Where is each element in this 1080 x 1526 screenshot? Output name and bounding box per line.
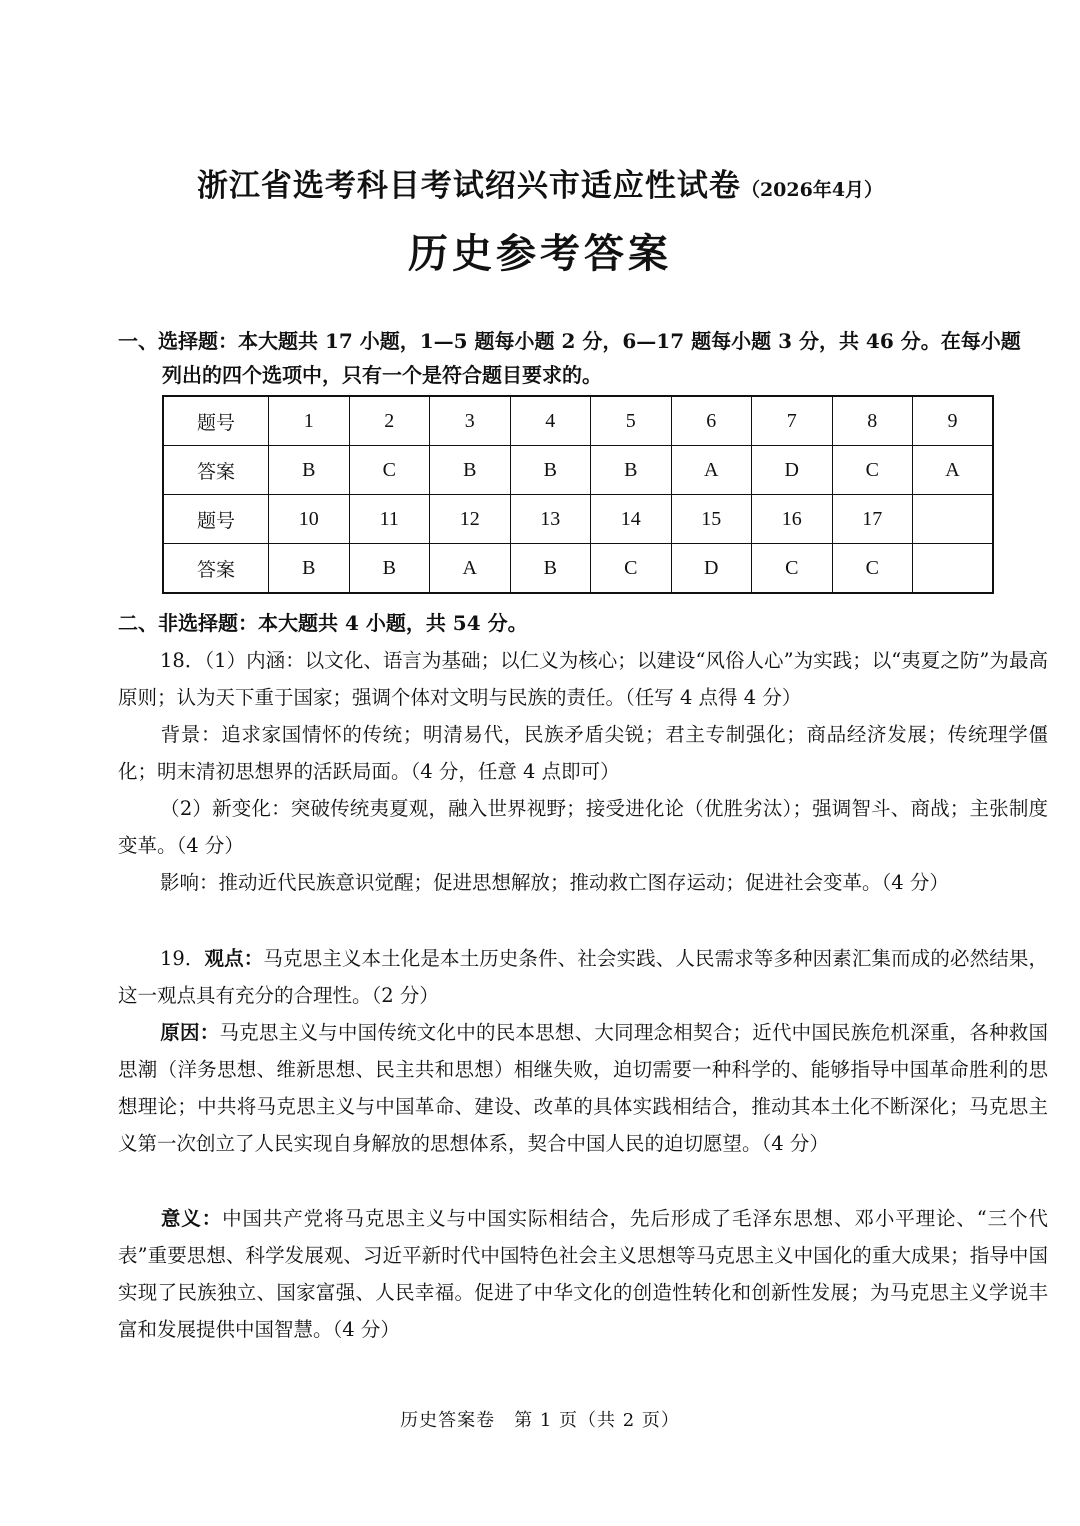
title-text: 浙江省选考科目考试绍兴市适应性试卷 bbox=[196, 168, 741, 204]
page-footer: 历史答案卷 第 1 页（共 2 页） bbox=[400, 1410, 680, 1431]
answer-cell: C bbox=[349, 446, 430, 495]
answer-cell: B bbox=[510, 446, 591, 495]
answer-cell: D bbox=[671, 544, 752, 594]
answer-cell bbox=[913, 544, 994, 594]
section-1-heading-line2: 列出的四个选项中，只有一个是符合题目要求的。 bbox=[162, 363, 602, 387]
q18-part2-changes bbox=[118, 790, 1048, 864]
question-number: 9 bbox=[913, 396, 994, 446]
row-label-question: 题号 bbox=[163, 396, 269, 446]
q18-impact bbox=[118, 864, 1048, 901]
section-1-heading-line1: 一、选择题：本大题共 17 小题，1—5 题每小题 2 分，6—17 题每小题 3 分，共 46 分。在每小题 bbox=[118, 329, 1021, 353]
q19-reasons bbox=[118, 1014, 1048, 1162]
answer-cell: C bbox=[752, 544, 833, 594]
q19-number: 19． bbox=[160, 947, 205, 970]
answer-cell: A bbox=[430, 544, 511, 594]
q18-background-text: 背景：追求家国情怀的传统；明清易代，民族矛盾尖锐；君主专制强化；商品经济发展；传统理学僵化；明末清初思想界的活跃局面。（4 分，任意 4 点即可） bbox=[118, 723, 1048, 783]
q19-significance bbox=[118, 1200, 1048, 1348]
q19-view-text: 马克思主义本土化是本土历史条件、社会实践、人民需求等多种因素汇集而成的必然结果，这一观点具有充分的合理性。（2 分） bbox=[118, 947, 1048, 1007]
row-label-answer: 答案 bbox=[163, 446, 269, 495]
document-title bbox=[0, 160, 1080, 205]
section-1-heading bbox=[118, 324, 1048, 392]
question-number: 14 bbox=[591, 495, 672, 544]
answer-cell: B bbox=[430, 446, 511, 495]
question-number: 12 bbox=[430, 495, 511, 544]
q18-part1-content bbox=[118, 642, 1048, 716]
question-number: 2 bbox=[349, 396, 430, 446]
row-label-answer: 答案 bbox=[163, 544, 269, 594]
question-number: 3 bbox=[430, 396, 511, 446]
question-number bbox=[913, 495, 994, 544]
answer-cell: B bbox=[591, 446, 672, 495]
question-number: 7 bbox=[752, 396, 833, 446]
answer-cell: C bbox=[591, 544, 672, 594]
document-subtitle: 历史参考答案 bbox=[408, 230, 672, 277]
q19-meaning-text: 中国共产党将马克思主义与中国实际相结合，先后形成了毛泽东思想、邓小平理论、“三个代表”重要思想、科学发展观、习近平新时代中国特色社会主义思想等马克思主义中国化的重大成果；指导中国实现了民族独立、国家富强、人民幸福。促进了中华文化的创造性转化和创新性发展；为马克思主义学说丰富和发展提供中国智慧。（4 分） bbox=[118, 1207, 1048, 1341]
answer-cell: C bbox=[832, 544, 913, 594]
answer-cell: B bbox=[510, 544, 591, 594]
question-number: 6 bbox=[671, 396, 752, 446]
row-label-question: 题号 bbox=[163, 495, 269, 544]
table-row bbox=[163, 495, 993, 544]
section-2-heading: 二、非选择题：本大题共 4 小题，共 54 分。 bbox=[118, 611, 528, 635]
title-date: （2026年4月） bbox=[740, 179, 884, 201]
answer-cell: B bbox=[269, 446, 350, 495]
question-number: 15 bbox=[671, 495, 752, 544]
table-row bbox=[163, 544, 993, 594]
q18-background bbox=[118, 716, 1048, 790]
question-number: 5 bbox=[591, 396, 672, 446]
question-number: 16 bbox=[752, 495, 833, 544]
q18-part1-text: 18．（1）内涵：以文化、语言为基础；以仁义为核心；以建设“风俗人心”为实践；以“夷夏之防”为最高原则；认为天下重于国家；强调个体对文明与民族的责任。（任写 4 点得 4 分） bbox=[118, 649, 1048, 709]
question-number: 17 bbox=[832, 495, 913, 544]
answer-cell: A bbox=[913, 446, 994, 495]
q18-impact-text: 影响：推动近代民族意识觉醒；促进思想解放；推动救亡图存运动；促进社会变革。（4 分） bbox=[160, 871, 949, 894]
q19-view-label: 观点： bbox=[204, 947, 264, 970]
q19-viewpoint bbox=[118, 940, 1048, 1014]
question-number: 1 bbox=[269, 396, 350, 446]
question-number: 4 bbox=[510, 396, 591, 446]
q19-reason-text: 马克思主义与中国传统文化中的民本思想、大同理念相契合；近代中国民族危机深重，各种救国思潮（洋务思想、维新思想、民主共和思想）相继失败，迫切需要一种科学的、能够指导中国革命胜利的思想理论；中共将马克思主义与中国革命、建设、改革的具体实践相结合，推动其本土化不断深化；马克思主义第一次创立了人民实现自身解放的思想体系，契合中国人民的迫切愿望。（4 分） bbox=[118, 1021, 1048, 1155]
q19-meaning-label: 意义： bbox=[160, 1207, 223, 1230]
answer-cell: D bbox=[752, 446, 833, 495]
question-number: 8 bbox=[832, 396, 913, 446]
answer-cell: A bbox=[671, 446, 752, 495]
q19-reason-label: 原因： bbox=[160, 1021, 220, 1044]
answer-cell: C bbox=[832, 446, 913, 495]
answer-cell: B bbox=[349, 544, 430, 594]
answer-cell: B bbox=[269, 544, 350, 594]
question-number: 10 bbox=[269, 495, 350, 544]
question-number: 11 bbox=[349, 495, 430, 544]
table-row bbox=[163, 446, 993, 495]
question-number: 13 bbox=[510, 495, 591, 544]
q18-part2-text: （2）新变化：突破传统夷夏观，融入世界视野；接受进化论（优胜劣汰）；强调智斗、商战；主张制度变革。（4 分） bbox=[118, 797, 1048, 857]
answer-table bbox=[162, 395, 994, 594]
table-row bbox=[163, 396, 993, 446]
